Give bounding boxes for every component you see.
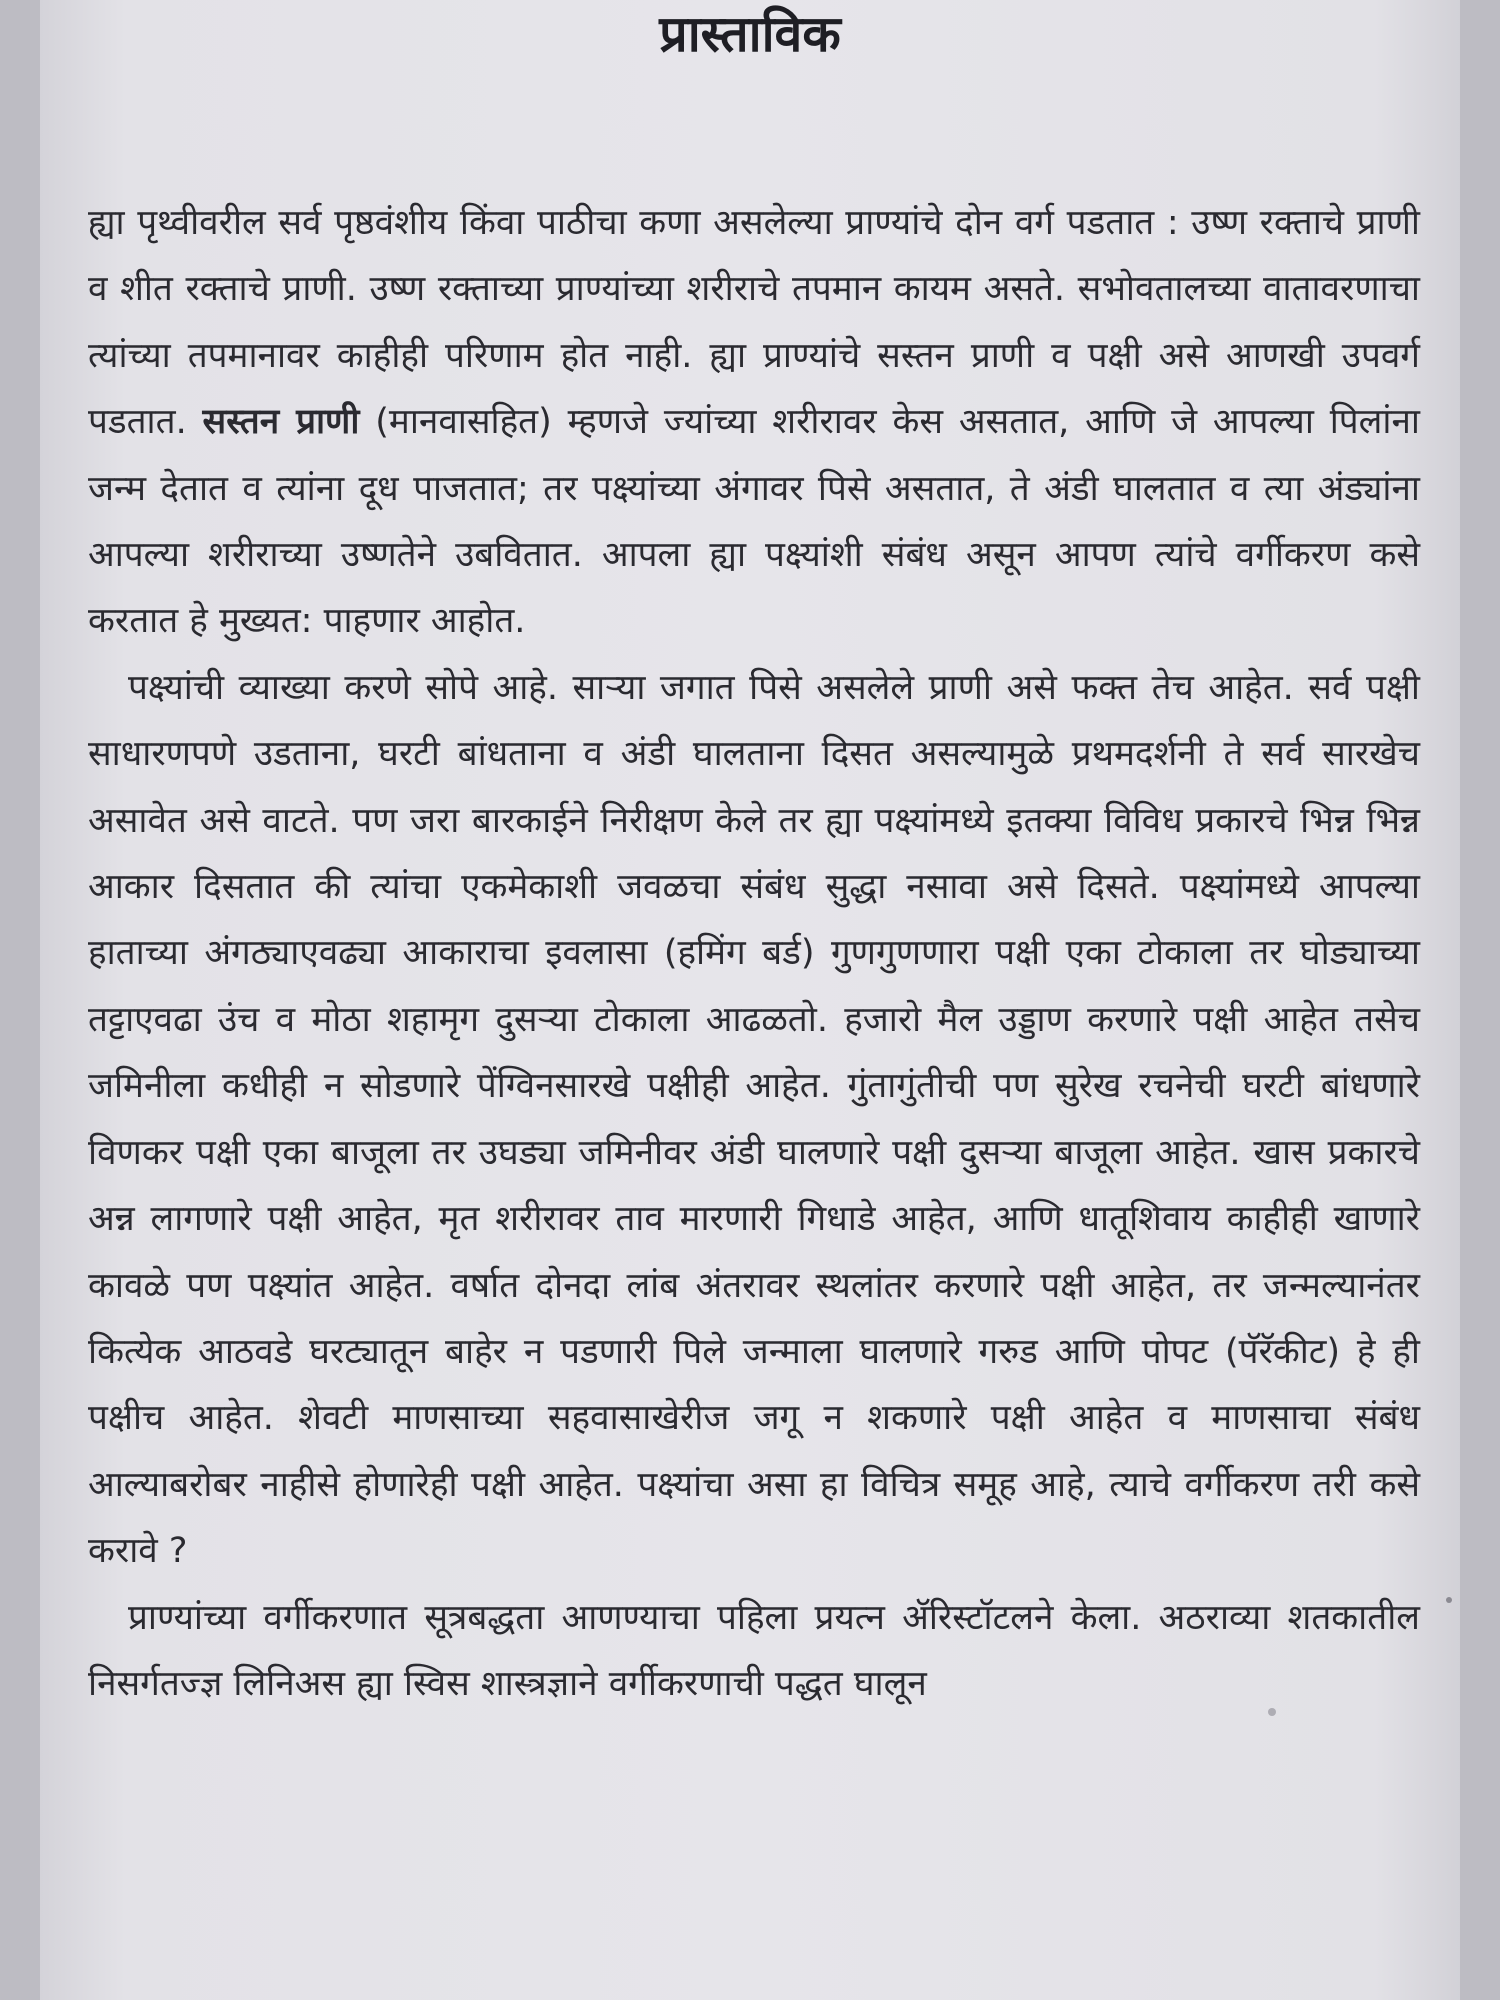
- paragraph-1-before: ह्या पृथ्वीवरील सर्व पृष्ठवंशीय किंवा पाठीचा कणा असलेल्या प्राण्यांचे दोन वर्ग पडतात : उष्ण रक्ताचे प्राणी व शीत रक्ताचे प्राणी. उष्ण रक्ताच्या प्राण्यांच्या शरीराचे तपमान कायम असते. सभोवतालच्या वातावरणाचा त्यांच्या तपमानावर काहीही परिणाम होत नाही. ह्या प्राण्यांचे सस्तन प्राणी व पक्षी असे आणखी उपवर्ग पडतात.: [88, 203, 1420, 443]
- paper-speck: [1268, 1708, 1276, 1716]
- body-text: [88, 190, 1420, 1717]
- bold-term: सस्तन प्राणी: [202, 402, 360, 443]
- page-title: प्रास्ताविक: [659, 5, 841, 63]
- paragraph-1: [88, 190, 1420, 655]
- paragraph-1-after: (मानवासहित) म्हणजे ज्यांच्या शरीरावर केस असतात, आणि जे आपल्या पिलांना जन्म देतात व त्यांना दूध पाजतात; तर पक्ष्यांच्या अंगावर पिसे असतात, ते अंडी घालतात व त्या अंड्यांना आपल्या शरीराच्या उष्णतेने उबवितात. आपला ह्या पक्ष्यांशी संबंध असून आपण त्यांचे वर्गीकरण कसे करतात हे मुख्यत: पाहणार आहोत.: [88, 402, 1420, 642]
- paragraph-2: पक्ष्यांची व्याख्या करणे सोपे आहे. साऱ्या जगात पिसे असलेले प्राणी असे फक्त तेच आहेत. सर्व पक्षी साधारणपणे उडताना, घरटी बांधताना व अंडी घालताना दिसत असल्यामुळे प्रथमदर्शनी ते सर्व सारखेच असावेत असे वाटते. पण जरा बारकाईने निरीक्षण केले तर ह्या पक्ष्यांमध्ये इतक्या विविध प्रकारचे भिन्न भिन्न आकार दिसतात की त्यांचा एकमेकाशी जवळचा संबंध सुद्धा नसावा असे दिसते. पक्ष्यांमध्ये आपल्या हाताच्या अंगठ्याएवढ्या आकाराचा इवलासा (हमिंग बर्ड) गुणगुणणारा पक्षी एका टोकाला तर घोड्याच्या तट्टाएवढा उंच व मोठा शहामृग दुसऱ्या टोकाला आढळतो. हजारो मैल उड्डाण करणारे पक्षी आहेत तसेच जमिनीला कधीही न सोडणारे पेंग्विनसारखे पक्षीही आहेत. गुंतागुंतीची पण सुरेख रचनेची घरटी बांधणारे विणकर पक्षी एका बाजूला तर उघड्या जमिनीवर अंडी घालणारे पक्षी दुसऱ्या बाजूला आहेत. खास प्रकारचे अन्न लागणारे पक्षी आहेत, मृत शरीरावर ताव मारणारी गिधाडे आहेत, आणि धातूशिवाय काहीही खाणारे कावळे पण पक्ष्यांत आहेत. वर्षात दोनदा लांब अंतरावर स्थलांतर करणारे पक्षी आहेत, तर जन्मल्यानंतर कित्येक आठवडे घरट्यातून बाहेर न पडणारी पिले जन्माला घालणारे गरुड आणि पोपट (पॅरॅकीट) हे ही पक्षीच आहेत. शेवटी माणसाच्या सहवासाखेरीज जगू न शकणारे पक्षी आहेत व माणसाचा संबंध आल्याबरोबर नाहीसे होणारेही पक्षी आहेत. पक्ष्यांचा असा हा विचित्र समूह आहे, त्याचे वर्गीकरण तरी कसे करावे ?: [88, 667, 1420, 1572]
- paragraph-3: प्राण्यांच्या वर्गीकरणात सूत्रबद्धता आणण्याचा पहिला प्रयत्न ॲरिस्टॉटलने केला. अठराव्या शतकातील निसर्गतज्ज्ञ लिनिअस ह्या स्विस शास्त्रज्ञाने वर्गीकरणाची पद्धत घालून: [88, 1597, 1420, 1704]
- paper-speck: [1446, 1597, 1452, 1603]
- book-page: [40, 0, 1460, 2000]
